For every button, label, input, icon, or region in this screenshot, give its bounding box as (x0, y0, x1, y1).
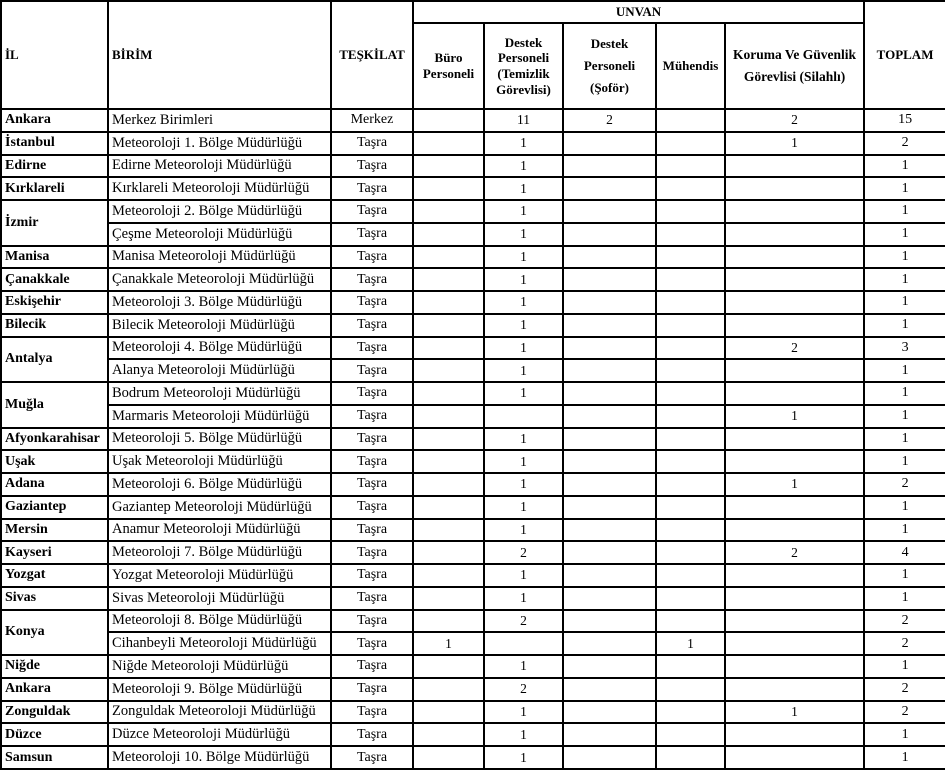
muhendis-cell (656, 132, 725, 155)
muhendis-cell (656, 314, 725, 337)
buro-personeli-cell (413, 246, 484, 269)
destek-temizlik-cell: 1 (484, 337, 563, 360)
table-row (1, 473, 945, 496)
muhendis-cell (656, 587, 725, 610)
toplam-cell: 1 (864, 519, 945, 542)
column-header-buro-personeli: Büro Personeli (413, 23, 484, 109)
birim-cell: Uşak Meteoroloji Müdürlüğü (108, 450, 331, 473)
destek-sofor-cell (563, 291, 656, 314)
muhendis-cell (656, 655, 725, 678)
destek-temizlik-cell: 1 (484, 587, 563, 610)
teskilat-cell: Taşra (331, 655, 413, 678)
birim-cell: Meteoroloji 7. Bölge Müdürlüğü (108, 541, 331, 564)
column-header-teskilat: TEŞKİLAT (331, 1, 413, 109)
toplam-cell: 4 (864, 541, 945, 564)
koruma-guvenlik-cell (725, 746, 864, 769)
destek-temizlik-cell: 1 (484, 564, 563, 587)
teskilat-cell: Taşra (331, 610, 413, 633)
column-header-birim: BİRİM (108, 1, 331, 109)
destek-temizlik-cell: 1 (484, 473, 563, 496)
destek-sofor-cell (563, 155, 656, 178)
destek-sofor-cell (563, 200, 656, 223)
il-cell: Adana (1, 473, 108, 496)
birim-cell: Meteoroloji 9. Bölge Müdürlüğü (108, 678, 331, 701)
teskilat-cell: Merkez (331, 109, 413, 132)
destek-sofor-cell (563, 314, 656, 337)
il-cell: Yozgat (1, 564, 108, 587)
teskilat-cell: Taşra (331, 678, 413, 701)
toplam-cell: 1 (864, 496, 945, 519)
il-cell: Uşak (1, 450, 108, 473)
muhendis-cell (656, 701, 725, 724)
muhendis-cell (656, 177, 725, 200)
teskilat-cell: Taşra (331, 359, 413, 382)
buro-personeli-cell (413, 519, 484, 542)
koruma-guvenlik-cell (725, 678, 864, 701)
muhendis-cell (656, 109, 725, 132)
birim-cell: Marmaris Meteoroloji Müdürlüğü (108, 405, 331, 428)
muhendis-cell: 1 (656, 632, 725, 655)
toplam-cell: 1 (864, 746, 945, 769)
il-cell: Kayseri (1, 541, 108, 564)
koruma-guvenlik-cell (725, 632, 864, 655)
buro-personeli-cell (413, 746, 484, 769)
il-cell: İstanbul (1, 132, 108, 155)
koruma-guvenlik-cell (725, 177, 864, 200)
destek-sofor-cell (563, 337, 656, 360)
koruma-guvenlik-cell: 1 (725, 473, 864, 496)
table-row (1, 314, 945, 337)
birim-cell: Alanya Meteoroloji Müdürlüğü (108, 359, 331, 382)
muhendis-cell (656, 450, 725, 473)
koruma-guvenlik-cell (725, 314, 864, 337)
birim-cell: Meteoroloji 5. Bölge Müdürlüğü (108, 428, 331, 451)
destek-sofor-cell (563, 246, 656, 269)
muhendis-cell (656, 746, 725, 769)
il-cell: Manisa (1, 246, 108, 269)
birim-cell: Gaziantep Meteoroloji Müdürlüğü (108, 496, 331, 519)
toplam-cell: 1 (864, 723, 945, 746)
destek-temizlik-cell: 1 (484, 655, 563, 678)
koruma-guvenlik-cell (725, 200, 864, 223)
koruma-guvenlik-cell (725, 428, 864, 451)
table-row (1, 519, 945, 542)
il-cell: Zonguldak (1, 701, 108, 724)
destek-temizlik-cell: 1 (484, 359, 563, 382)
table-header (1, 1, 945, 109)
buro-personeli-cell (413, 109, 484, 132)
koruma-guvenlik-cell: 1 (725, 405, 864, 428)
table-row (1, 678, 945, 701)
il-cell: İzmir (1, 200, 108, 246)
teskilat-cell: Taşra (331, 405, 413, 428)
table-row (1, 450, 945, 473)
buro-personeli-cell (413, 450, 484, 473)
birim-cell: Meteoroloji 1. Bölge Müdürlüğü (108, 132, 331, 155)
destek-sofor-cell (563, 723, 656, 746)
table-row (1, 223, 945, 246)
destek-temizlik-cell: 1 (484, 223, 563, 246)
muhendis-cell (656, 473, 725, 496)
muhendis-cell (656, 382, 725, 405)
toplam-cell: 2 (864, 473, 945, 496)
table-row (1, 337, 945, 360)
teskilat-cell: Taşra (331, 132, 413, 155)
toplam-cell: 1 (864, 587, 945, 610)
koruma-guvenlik-cell (725, 496, 864, 519)
toplam-cell: 1 (864, 655, 945, 678)
table-row (1, 109, 945, 132)
destek-temizlik-cell: 2 (484, 610, 563, 633)
destek-temizlik-cell (484, 405, 563, 428)
koruma-guvenlik-cell: 2 (725, 541, 864, 564)
birim-cell: Bilecik Meteoroloji Müdürlüğü (108, 314, 331, 337)
destek-temizlik-cell: 1 (484, 382, 563, 405)
toplam-cell: 15 (864, 109, 945, 132)
muhendis-cell (656, 541, 725, 564)
koruma-guvenlik-cell: 2 (725, 109, 864, 132)
teskilat-cell: Taşra (331, 337, 413, 360)
toplam-cell: 1 (864, 382, 945, 405)
koruma-guvenlik-cell (725, 450, 864, 473)
destek-temizlik-cell: 1 (484, 519, 563, 542)
buro-personeli-cell (413, 314, 484, 337)
destek-temizlik-cell: 1 (484, 246, 563, 269)
table-row (1, 701, 945, 724)
destek-temizlik-cell: 1 (484, 428, 563, 451)
birim-cell: Meteoroloji 3. Bölge Müdürlüğü (108, 291, 331, 314)
buro-personeli-cell (413, 132, 484, 155)
destek-temizlik-cell (484, 632, 563, 655)
destek-temizlik-cell: 1 (484, 155, 563, 178)
toplam-cell: 1 (864, 268, 945, 291)
destek-sofor-cell (563, 359, 656, 382)
teskilat-cell: Taşra (331, 632, 413, 655)
destek-temizlik-cell: 1 (484, 291, 563, 314)
teskilat-cell: Taşra (331, 382, 413, 405)
birim-cell: Manisa Meteoroloji Müdürlüğü (108, 246, 331, 269)
table-row (1, 723, 945, 746)
muhendis-cell (656, 519, 725, 542)
koruma-guvenlik-cell: 2 (725, 337, 864, 360)
buro-personeli-cell (413, 291, 484, 314)
table-row (1, 610, 945, 633)
il-cell: Samsun (1, 746, 108, 769)
table-row (1, 359, 945, 382)
destek-temizlik-cell: 1 (484, 132, 563, 155)
table-row (1, 541, 945, 564)
teskilat-cell: Taşra (331, 541, 413, 564)
destek-sofor-cell (563, 632, 656, 655)
teskilat-cell: Taşra (331, 155, 413, 178)
destek-temizlik-cell: 1 (484, 314, 563, 337)
toplam-cell: 1 (864, 450, 945, 473)
table-row (1, 132, 945, 155)
teskilat-cell: Taşra (331, 268, 413, 291)
birim-cell: Meteoroloji 6. Bölge Müdürlüğü (108, 473, 331, 496)
teskilat-cell: Taşra (331, 177, 413, 200)
koruma-guvenlik-cell (725, 519, 864, 542)
buro-personeli-cell (413, 496, 484, 519)
destek-sofor-cell (563, 473, 656, 496)
birim-cell: Düzce Meteoroloji Müdürlüğü (108, 723, 331, 746)
toplam-cell: 1 (864, 564, 945, 587)
muhendis-cell (656, 428, 725, 451)
buro-personeli-cell (413, 564, 484, 587)
destek-sofor-cell (563, 746, 656, 769)
destek-sofor-cell (563, 428, 656, 451)
toplam-cell: 1 (864, 200, 945, 223)
buro-personeli-cell (413, 177, 484, 200)
il-cell: Muğla (1, 382, 108, 428)
destek-sofor-cell (563, 587, 656, 610)
birim-cell: Yozgat Meteoroloji Müdürlüğü (108, 564, 331, 587)
toplam-cell: 1 (864, 314, 945, 337)
teskilat-cell: Taşra (331, 746, 413, 769)
koruma-guvenlik-cell (725, 655, 864, 678)
toplam-cell: 2 (864, 678, 945, 701)
toplam-cell: 2 (864, 610, 945, 633)
koruma-guvenlik-cell (725, 587, 864, 610)
birim-cell: Bodrum Meteoroloji Müdürlüğü (108, 382, 331, 405)
muhendis-cell (656, 405, 725, 428)
destek-sofor-cell (563, 519, 656, 542)
il-cell: Konya (1, 610, 108, 656)
buro-personeli-cell (413, 723, 484, 746)
il-cell: Niğde (1, 655, 108, 678)
koruma-guvenlik-cell (725, 155, 864, 178)
column-header-muhendis: Mühendis (656, 23, 725, 109)
buro-personeli-cell (413, 655, 484, 678)
destek-temizlik-cell: 1 (484, 268, 563, 291)
muhendis-cell (656, 496, 725, 519)
buro-personeli-cell (413, 405, 484, 428)
teskilat-cell: Taşra (331, 587, 413, 610)
buro-personeli-cell (413, 200, 484, 223)
toplam-cell: 1 (864, 291, 945, 314)
muhendis-cell (656, 291, 725, 314)
il-cell: Ankara (1, 109, 108, 132)
table-row (1, 177, 945, 200)
muhendis-cell (656, 337, 725, 360)
il-cell: Afyonkarahisar (1, 428, 108, 451)
destek-temizlik-cell: 1 (484, 701, 563, 724)
muhendis-cell (656, 268, 725, 291)
muhendis-cell (656, 723, 725, 746)
destek-sofor-cell (563, 450, 656, 473)
table-row (1, 268, 945, 291)
buro-personeli-cell (413, 610, 484, 633)
birim-cell: Çanakkale Meteoroloji Müdürlüğü (108, 268, 331, 291)
il-cell: Düzce (1, 723, 108, 746)
destek-temizlik-cell: 2 (484, 541, 563, 564)
birim-cell: Zonguldak Meteoroloji Müdürlüğü (108, 701, 331, 724)
muhendis-cell (656, 155, 725, 178)
table-row (1, 246, 945, 269)
table-row (1, 155, 945, 178)
birim-cell: Meteoroloji 2. Bölge Müdürlüğü (108, 200, 331, 223)
toplam-cell: 1 (864, 155, 945, 178)
destek-sofor-cell (563, 405, 656, 428)
table-row (1, 291, 945, 314)
table-row (1, 405, 945, 428)
destek-sofor-cell (563, 541, 656, 564)
destek-sofor-cell (563, 564, 656, 587)
buro-personeli-cell (413, 678, 484, 701)
koruma-guvenlik-cell (725, 382, 864, 405)
table-row (1, 564, 945, 587)
buro-personeli-cell (413, 428, 484, 451)
column-header-destek-temizlik: Destek Personeli (Temizlik Görevlisi) (484, 23, 563, 109)
toplam-cell: 2 (864, 632, 945, 655)
il-cell: Sivas (1, 587, 108, 610)
toplam-cell: 1 (864, 177, 945, 200)
toplam-cell: 1 (864, 428, 945, 451)
table-body (1, 109, 945, 769)
destek-temizlik-cell: 1 (484, 200, 563, 223)
column-header-destek-sofor: Destek Personeli (Şoför) (563, 23, 656, 109)
buro-personeli-cell (413, 541, 484, 564)
destek-sofor-cell (563, 132, 656, 155)
buro-personeli-cell (413, 337, 484, 360)
destek-temizlik-cell: 2 (484, 678, 563, 701)
table-row (1, 382, 945, 405)
teskilat-cell: Taşra (331, 496, 413, 519)
table-row (1, 587, 945, 610)
teskilat-cell: Taşra (331, 223, 413, 246)
il-cell: Antalya (1, 337, 108, 383)
birim-cell: Edirne Meteoroloji Müdürlüğü (108, 155, 331, 178)
muhendis-cell (656, 359, 725, 382)
il-cell: Gaziantep (1, 496, 108, 519)
destek-temizlik-cell: 1 (484, 177, 563, 200)
muhendis-cell (656, 610, 725, 633)
buro-personeli-cell (413, 223, 484, 246)
koruma-guvenlik-cell (725, 246, 864, 269)
destek-temizlik-cell: 1 (484, 746, 563, 769)
destek-sofor-cell (563, 177, 656, 200)
teskilat-cell: Taşra (331, 291, 413, 314)
table-row (1, 428, 945, 451)
birim-cell: Meteoroloji 4. Bölge Müdürlüğü (108, 337, 331, 360)
birim-cell: Cihanbeyli Meteoroloji Müdürlüğü (108, 632, 331, 655)
buro-personeli-cell (413, 473, 484, 496)
buro-personeli-cell (413, 359, 484, 382)
destek-sofor-cell (563, 382, 656, 405)
table-row (1, 655, 945, 678)
teskilat-cell: Taşra (331, 314, 413, 337)
il-cell: Çanakkale (1, 268, 108, 291)
il-cell: Edirne (1, 155, 108, 178)
muhendis-cell (656, 564, 725, 587)
buro-personeli-cell (413, 382, 484, 405)
destek-temizlik-cell: 1 (484, 450, 563, 473)
destek-temizlik-cell: 1 (484, 723, 563, 746)
muhendis-cell (656, 678, 725, 701)
birim-cell: Meteoroloji 10. Bölge Müdürlüğü (108, 746, 331, 769)
teskilat-cell: Taşra (331, 450, 413, 473)
birim-cell: Anamur Meteoroloji Müdürlüğü (108, 519, 331, 542)
destek-sofor-cell (563, 223, 656, 246)
column-header-toplam: TOPLAM (864, 1, 945, 109)
destek-temizlik-cell: 11 (484, 109, 563, 132)
column-header-unvan: UNVAN (413, 1, 864, 23)
birim-cell: Merkez Birimleri (108, 109, 331, 132)
birim-cell: Meteoroloji 8. Bölge Müdürlüğü (108, 610, 331, 633)
buro-personeli-cell (413, 701, 484, 724)
muhendis-cell (656, 246, 725, 269)
il-cell: Eskişehir (1, 291, 108, 314)
koruma-guvenlik-cell (725, 610, 864, 633)
destek-sofor-cell (563, 655, 656, 678)
teskilat-cell: Taşra (331, 519, 413, 542)
koruma-guvenlik-cell (725, 564, 864, 587)
buro-personeli-cell: 1 (413, 632, 484, 655)
koruma-guvenlik-cell (725, 268, 864, 291)
destek-temizlik-cell: 1 (484, 496, 563, 519)
birim-cell: Sivas Meteoroloji Müdürlüğü (108, 587, 331, 610)
buro-personeli-cell (413, 155, 484, 178)
toplam-cell: 2 (864, 132, 945, 155)
column-header-koruma-guvenlik: Koruma Ve Güvenlik Görevlisi (Silahlı) (725, 23, 864, 109)
toplam-cell: 1 (864, 359, 945, 382)
table-row (1, 632, 945, 655)
destek-sofor-cell (563, 610, 656, 633)
table-row (1, 200, 945, 223)
koruma-guvenlik-cell: 1 (725, 701, 864, 724)
il-cell: Kırklareli (1, 177, 108, 200)
koruma-guvenlik-cell (725, 723, 864, 746)
koruma-guvenlik-cell (725, 359, 864, 382)
destek-sofor-cell (563, 701, 656, 724)
il-cell: Bilecik (1, 314, 108, 337)
destek-sofor-cell (563, 496, 656, 519)
toplam-cell: 1 (864, 405, 945, 428)
teskilat-cell: Taşra (331, 701, 413, 724)
koruma-guvenlik-cell (725, 223, 864, 246)
toplam-cell: 2 (864, 701, 945, 724)
table-row (1, 746, 945, 769)
il-cell: Ankara (1, 678, 108, 701)
birim-cell: Kırklareli Meteoroloji Müdürlüğü (108, 177, 331, 200)
buro-personeli-cell (413, 268, 484, 291)
birim-cell: Çeşme Meteoroloji Müdürlüğü (108, 223, 331, 246)
buro-personeli-cell (413, 587, 484, 610)
column-header-il: İL (1, 1, 108, 109)
destek-sofor-cell: 2 (563, 109, 656, 132)
teskilat-cell: Taşra (331, 473, 413, 496)
muhendis-cell (656, 223, 725, 246)
destek-sofor-cell (563, 268, 656, 291)
teskilat-cell: Taşra (331, 564, 413, 587)
koruma-guvenlik-cell (725, 291, 864, 314)
toplam-cell: 1 (864, 223, 945, 246)
toplam-cell: 1 (864, 246, 945, 269)
teskilat-cell: Taşra (331, 200, 413, 223)
toplam-cell: 3 (864, 337, 945, 360)
koruma-guvenlik-cell: 1 (725, 132, 864, 155)
teskilat-cell: Taşra (331, 723, 413, 746)
il-cell: Mersin (1, 519, 108, 542)
teskilat-cell: Taşra (331, 246, 413, 269)
muhendis-cell (656, 200, 725, 223)
teskilat-cell: Taşra (331, 428, 413, 451)
birim-cell: Niğde Meteoroloji Müdürlüğü (108, 655, 331, 678)
table-row (1, 496, 945, 519)
destek-sofor-cell (563, 678, 656, 701)
